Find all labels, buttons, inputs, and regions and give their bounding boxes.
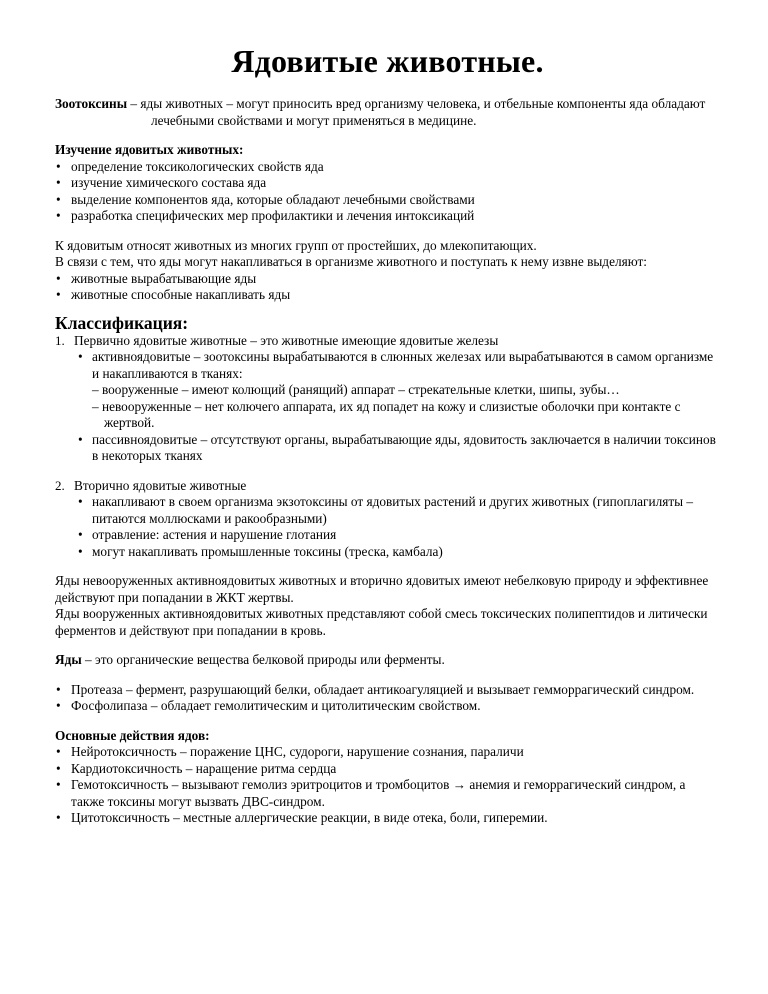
primary-sublist <box>74 349 720 465</box>
venoms-section <box>55 573 720 639</box>
list-item <box>55 682 720 699</box>
list-item: • разработка специфических мер профилактики и лечения интоксикаций <box>55 208 720 225</box>
enzymes-list <box>55 682 720 715</box>
groups-list <box>55 271 720 304</box>
intro-term: Зоотоксины <box>55 96 128 111</box>
groups-line-2: В связи с тем, что яды могут накапливаться в организме животного и поступать к нему извне выделяют: <box>55 254 647 269</box>
classification-heading: Классификация: <box>55 312 189 333</box>
intro-text: – яды животных – могут приносить вред организму человека, и отбельные компоненты яда обладают лечебными свойствами и могут применяться в медицине. <box>127 96 706 128</box>
venoms-paragraph-2: Яды вооруженных активноядовитых животных представляют собой смесь токсических полипептидов и литически ферментов и действуют при попадании в кровь. <box>55 606 708 638</box>
intro-paragraph <box>55 96 720 129</box>
poisons-definition <box>55 652 720 669</box>
list-item: • накапливают в своем организма экзотоксины от ядовитых растений и других животных (гипоплагиляты – питаются моллюсками и ракообразными) <box>76 494 720 527</box>
secondary-title: Вторично ядовитые животные <box>74 477 247 493</box>
secondary-item <box>55 478 720 561</box>
actions-list <box>55 744 720 827</box>
document-page <box>55 42 720 827</box>
unarmed-item: – невооруженные – нет колючего аппарата, их яд попадет на кожу и слизистые оболочки при контакте с жертвой. <box>92 398 681 430</box>
active-venomous-text: активноядовитые – зоотоксины вырабатываются в слюнных железах или вырабатываются в самом организме и накапливаются в тканях: <box>92 349 714 381</box>
list-item: • Нейротоксичность – поражение ЦНС, судороги, нарушение сознания, параличи <box>55 744 720 761</box>
list-item: • Гемотоксичность – вызывают гемолиз эритроцитов и тромбоцитов → анемия и геморрагический синдром, а также токсины могут вызвать ДВС-синдром. <box>55 777 720 810</box>
groups-section <box>55 238 720 304</box>
list-item: • Фосфолипаза – обладает гемолитическим и цитолитическим свойством. <box>55 698 720 715</box>
actions-heading: Основные действия ядов: <box>55 727 210 743</box>
page-title: Ядовитые животные. <box>231 43 544 79</box>
list-item: • могут накапливать промышленные токсины (треска, камбала) <box>76 544 720 561</box>
list-item: • Кардиотоксичность – наращение ритма сердца <box>55 761 720 778</box>
primary-item <box>55 333 720 465</box>
groups-line-1: К ядовитым относят животных из многих групп от простейших, до млекопитающих. <box>55 237 537 253</box>
poisons-term: Яды <box>55 652 82 667</box>
study-section <box>55 142 720 225</box>
venoms-paragraph-1: Яды невооруженных активноядовитых животных и вторично ядовитых имеют небелковую природу и эффективнее действуют при попадании в ЖКТ жертвы. <box>55 573 709 605</box>
list-item: • отравление: астения и нарушение глотания <box>76 527 720 544</box>
list-item: • Цитотоксичность – местные аллергические реакции, в виде отека, боли, гиперемии. <box>55 810 720 827</box>
primary-list <box>55 333 720 465</box>
study-list <box>55 159 720 225</box>
list-item: • изучение химического состава яда <box>55 175 720 192</box>
list-item: • животные способные накапливать яды <box>55 287 720 304</box>
secondary-number: 2. <box>55 477 65 493</box>
protease-text: • Протеаза – фермент, разрушающий белки, обладает антикоагуляцией и вызывает гемморрагический синдром. <box>71 681 695 697</box>
actions-section <box>55 728 720 827</box>
poisons-text: – это органические вещества белковой природы или ферменты. <box>81 652 445 667</box>
active-types-list <box>92 382 720 432</box>
primary-title: Первично ядовитые животные – это животные имеющие ядовитые железы <box>74 332 499 348</box>
list-item: • выделение компонентов яда, которые обладают лечебными свойствами <box>55 192 720 209</box>
study-heading: Изучение ядовитых животных: <box>55 142 244 157</box>
active-venomous-item <box>76 349 720 432</box>
list-item: • определение токсикологических свойств яда <box>55 159 720 176</box>
secondary-sublist <box>74 494 720 560</box>
list-item: • животные вырабатывающие яды <box>55 271 720 288</box>
secondary-list <box>55 478 720 561</box>
armed-item: – вооруженные – имеют колющий (ранящий) аппарат – стрекательные клетки, шипы, зубы… <box>92 382 620 397</box>
passive-venomous-item: • пассивноядовитые – отсутствуют органы, вырабатывающие яды, ядовитость заключается в наличии токсинов в некоторых тканях <box>76 432 720 465</box>
primary-number: 1. <box>55 332 65 348</box>
